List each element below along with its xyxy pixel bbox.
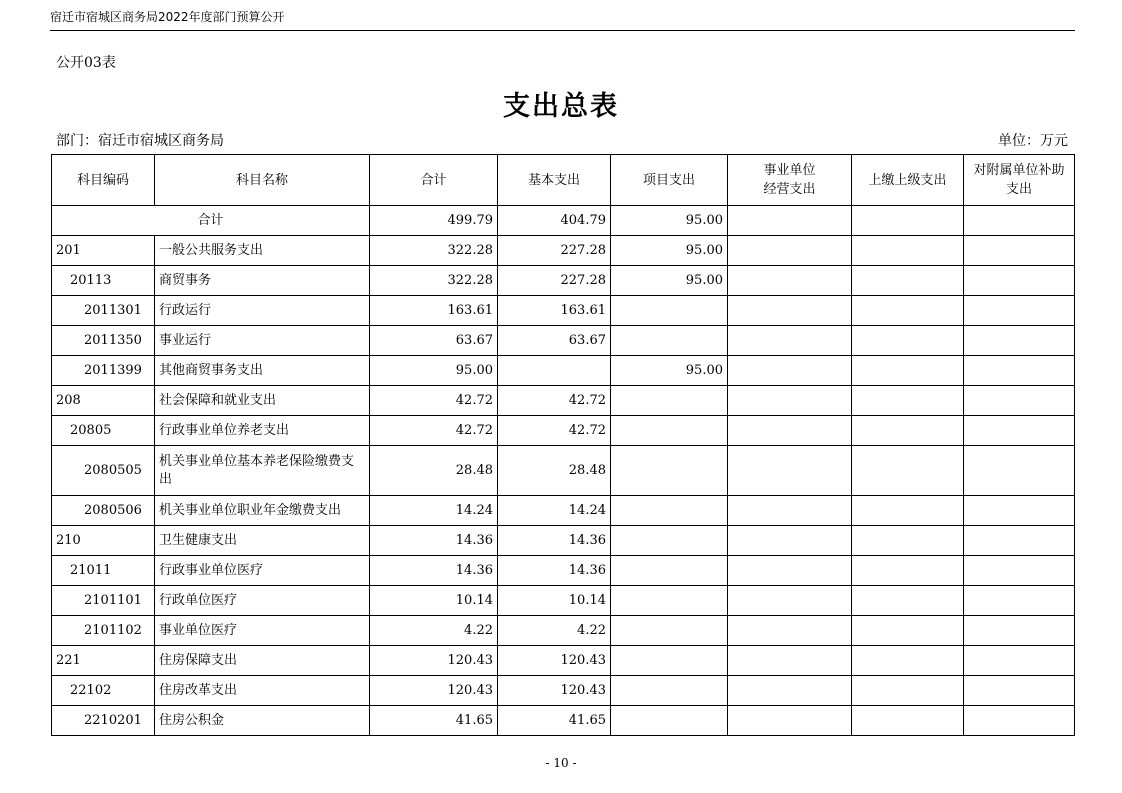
cell-total: 120.43: [370, 676, 498, 706]
cell-upper: [852, 616, 964, 646]
total-project: 95.00: [611, 206, 728, 236]
cell-name: 住房公积金: [155, 706, 370, 736]
cell-name: 行政事业单位医疗: [155, 556, 370, 586]
cell-code: 2101101: [52, 586, 155, 616]
table-row: [52, 356, 1075, 386]
table-row: [52, 386, 1075, 416]
cell-code: 210: [52, 526, 155, 556]
cell-subsidy: [964, 266, 1075, 296]
cell-upper: [852, 446, 964, 496]
total-label: 合计: [52, 206, 370, 236]
table-row: [52, 706, 1075, 736]
cell-upper: [852, 556, 964, 586]
table-row: [52, 556, 1075, 586]
cell-operating: [728, 236, 852, 266]
cell-total: 163.61: [370, 296, 498, 326]
cell-upper: [852, 296, 964, 326]
cell-subsidy: [964, 236, 1075, 266]
cell-basic: 63.67: [498, 326, 611, 356]
table-row: [52, 496, 1075, 526]
cell-name: 住房保障支出: [155, 646, 370, 676]
table-header-row: [52, 155, 1075, 206]
cell-subsidy: [964, 496, 1075, 526]
cell-name: 事业单位医疗: [155, 616, 370, 646]
cell-code: 22102: [52, 676, 155, 706]
cell-project: [611, 526, 728, 556]
column-header-name: 科目名称: [155, 155, 370, 206]
cell-total: 95.00: [370, 356, 498, 386]
column-header-basic: 基本支出: [498, 155, 611, 206]
cell-basic: 28.48: [498, 446, 611, 496]
cell-project: [611, 496, 728, 526]
cell-name: 住房改革支出: [155, 676, 370, 706]
cell-subsidy: [964, 586, 1075, 616]
table-row: [52, 646, 1075, 676]
form-id: 公开03表: [56, 55, 116, 71]
cell-subsidy: [964, 526, 1075, 556]
cell-name: 其他商贸事务支出: [155, 356, 370, 386]
cell-operating: [728, 706, 852, 736]
cell-code: 2080505: [52, 446, 155, 496]
table-row: [52, 236, 1075, 266]
page-title: 支出总表: [503, 91, 619, 122]
cell-project: [611, 416, 728, 446]
cell-project: [611, 586, 728, 616]
cell-project: [611, 296, 728, 326]
cell-name: 机关事业单位基本养老保险缴费支出: [155, 446, 370, 496]
cell-basic: 42.72: [498, 386, 611, 416]
cell-name: 事业运行: [155, 326, 370, 356]
table-row: [52, 266, 1075, 296]
table-row: [52, 676, 1075, 706]
cell-name: 行政事业单位养老支出: [155, 416, 370, 446]
column-header-project: 项目支出: [611, 155, 728, 206]
cell-total: 120.43: [370, 646, 498, 676]
cell-basic: 14.24: [498, 496, 611, 526]
cell-total: 322.28: [370, 266, 498, 296]
unit-label: 单位：万元: [998, 133, 1068, 149]
column-header-subsidy: 对附属单位补助支出: [964, 155, 1075, 206]
cell-code: 20113: [52, 266, 155, 296]
column-header-code: 科目编码: [52, 155, 155, 206]
cell-upper: [852, 706, 964, 736]
cell-project: [611, 676, 728, 706]
cell-subsidy: [964, 646, 1075, 676]
cell-basic: 42.72: [498, 416, 611, 446]
cell-subsidy: [964, 326, 1075, 356]
cell-operating: [728, 416, 852, 446]
table-row: [52, 326, 1075, 356]
cell-total: 28.48: [370, 446, 498, 496]
cell-code: 21011: [52, 556, 155, 586]
cell-upper: [852, 676, 964, 706]
cell-total: 41.65: [370, 706, 498, 736]
cell-operating: [728, 676, 852, 706]
column-header-total: 合计: [370, 155, 498, 206]
cell-code: 2101102: [52, 616, 155, 646]
cell-subsidy: [964, 446, 1075, 496]
cell-operating: [728, 586, 852, 616]
cell-total: 14.36: [370, 526, 498, 556]
cell-operating: [728, 296, 852, 326]
cell-operating: [728, 326, 852, 356]
cell-total: 14.24: [370, 496, 498, 526]
cell-operating: [728, 446, 852, 496]
cell-operating: [728, 496, 852, 526]
cell-name: 商贸事务: [155, 266, 370, 296]
cell-code: 2011399: [52, 356, 155, 386]
total-upper: [852, 206, 964, 236]
cell-total: 10.14: [370, 586, 498, 616]
table-row: [52, 416, 1075, 446]
cell-subsidy: [964, 616, 1075, 646]
column-header-upper: 上缴上级支出: [852, 155, 964, 206]
cell-basic: 227.28: [498, 266, 611, 296]
table-total-row: [52, 206, 1075, 236]
cell-upper: [852, 586, 964, 616]
column-header-operating: 事业单位 经营支出: [728, 155, 852, 206]
cell-total: 42.72: [370, 416, 498, 446]
cell-upper: [852, 646, 964, 676]
cell-basic: 120.43: [498, 676, 611, 706]
cell-code: 201: [52, 236, 155, 266]
cell-subsidy: [964, 386, 1075, 416]
cell-project: 95.00: [611, 356, 728, 386]
cell-basic: 14.36: [498, 556, 611, 586]
cell-basic: 4.22: [498, 616, 611, 646]
cell-operating: [728, 266, 852, 296]
cell-operating: [728, 646, 852, 676]
cell-project: [611, 386, 728, 416]
table-row: [52, 616, 1075, 646]
cell-project: [611, 616, 728, 646]
cell-upper: [852, 236, 964, 266]
cell-subsidy: [964, 676, 1075, 706]
cell-project: [611, 706, 728, 736]
cell-project: 95.00: [611, 236, 728, 266]
cell-project: 95.00: [611, 266, 728, 296]
cell-operating: [728, 356, 852, 386]
cell-upper: [852, 496, 964, 526]
cell-name: 行政单位医疗: [155, 586, 370, 616]
cell-operating: [728, 616, 852, 646]
cell-code: 2011350: [52, 326, 155, 356]
cell-subsidy: [964, 296, 1075, 326]
cell-upper: [852, 416, 964, 446]
cell-upper: [852, 526, 964, 556]
cell-project: [611, 646, 728, 676]
total-subsidy: [964, 206, 1075, 236]
document-header: 宿迁市宿城区商务局2022年度部门预算公开: [50, 6, 1075, 31]
cell-total: 4.22: [370, 616, 498, 646]
table-row: [52, 586, 1075, 616]
cell-basic: 163.61: [498, 296, 611, 326]
cell-total: 63.67: [370, 326, 498, 356]
cell-operating: [728, 556, 852, 586]
cell-name: 行政运行: [155, 296, 370, 326]
cell-project: [611, 326, 728, 356]
table-row: [52, 526, 1075, 556]
page-number: - 10 -: [545, 756, 577, 770]
cell-basic: 10.14: [498, 586, 611, 616]
cell-basic: 227.28: [498, 236, 611, 266]
cell-operating: [728, 526, 852, 556]
cell-subsidy: [964, 416, 1075, 446]
cell-code: 20805: [52, 416, 155, 446]
cell-project: [611, 446, 728, 496]
cell-subsidy: [964, 356, 1075, 386]
table-row: [52, 446, 1075, 496]
expenditure-table: [51, 154, 1075, 736]
cell-basic: 120.43: [498, 646, 611, 676]
cell-code: 2080506: [52, 496, 155, 526]
department-label: 部门：宿迁市宿城区商务局: [56, 133, 224, 149]
cell-upper: [852, 386, 964, 416]
cell-total: 14.36: [370, 556, 498, 586]
total-basic: 404.79: [498, 206, 611, 236]
cell-name: 卫生健康支出: [155, 526, 370, 556]
cell-basic: 14.36: [498, 526, 611, 556]
total-amount: 499.79: [370, 206, 498, 236]
cell-total: 42.72: [370, 386, 498, 416]
cell-subsidy: [964, 556, 1075, 586]
cell-upper: [852, 356, 964, 386]
cell-project: [611, 556, 728, 586]
cell-name: 机关事业单位职业年金缴费支出: [155, 496, 370, 526]
cell-code: 208: [52, 386, 155, 416]
table-row: [52, 296, 1075, 326]
cell-basic: [498, 356, 611, 386]
cell-upper: [852, 326, 964, 356]
cell-basic: 41.65: [498, 706, 611, 736]
cell-name: 一般公共服务支出: [155, 236, 370, 266]
cell-upper: [852, 266, 964, 296]
cell-code: 2210201: [52, 706, 155, 736]
cell-total: 322.28: [370, 236, 498, 266]
total-operating: [728, 206, 852, 236]
cell-code: 2011301: [52, 296, 155, 326]
cell-name: 社会保障和就业支出: [155, 386, 370, 416]
cell-code: 221: [52, 646, 155, 676]
cell-subsidy: [964, 706, 1075, 736]
cell-operating: [728, 386, 852, 416]
